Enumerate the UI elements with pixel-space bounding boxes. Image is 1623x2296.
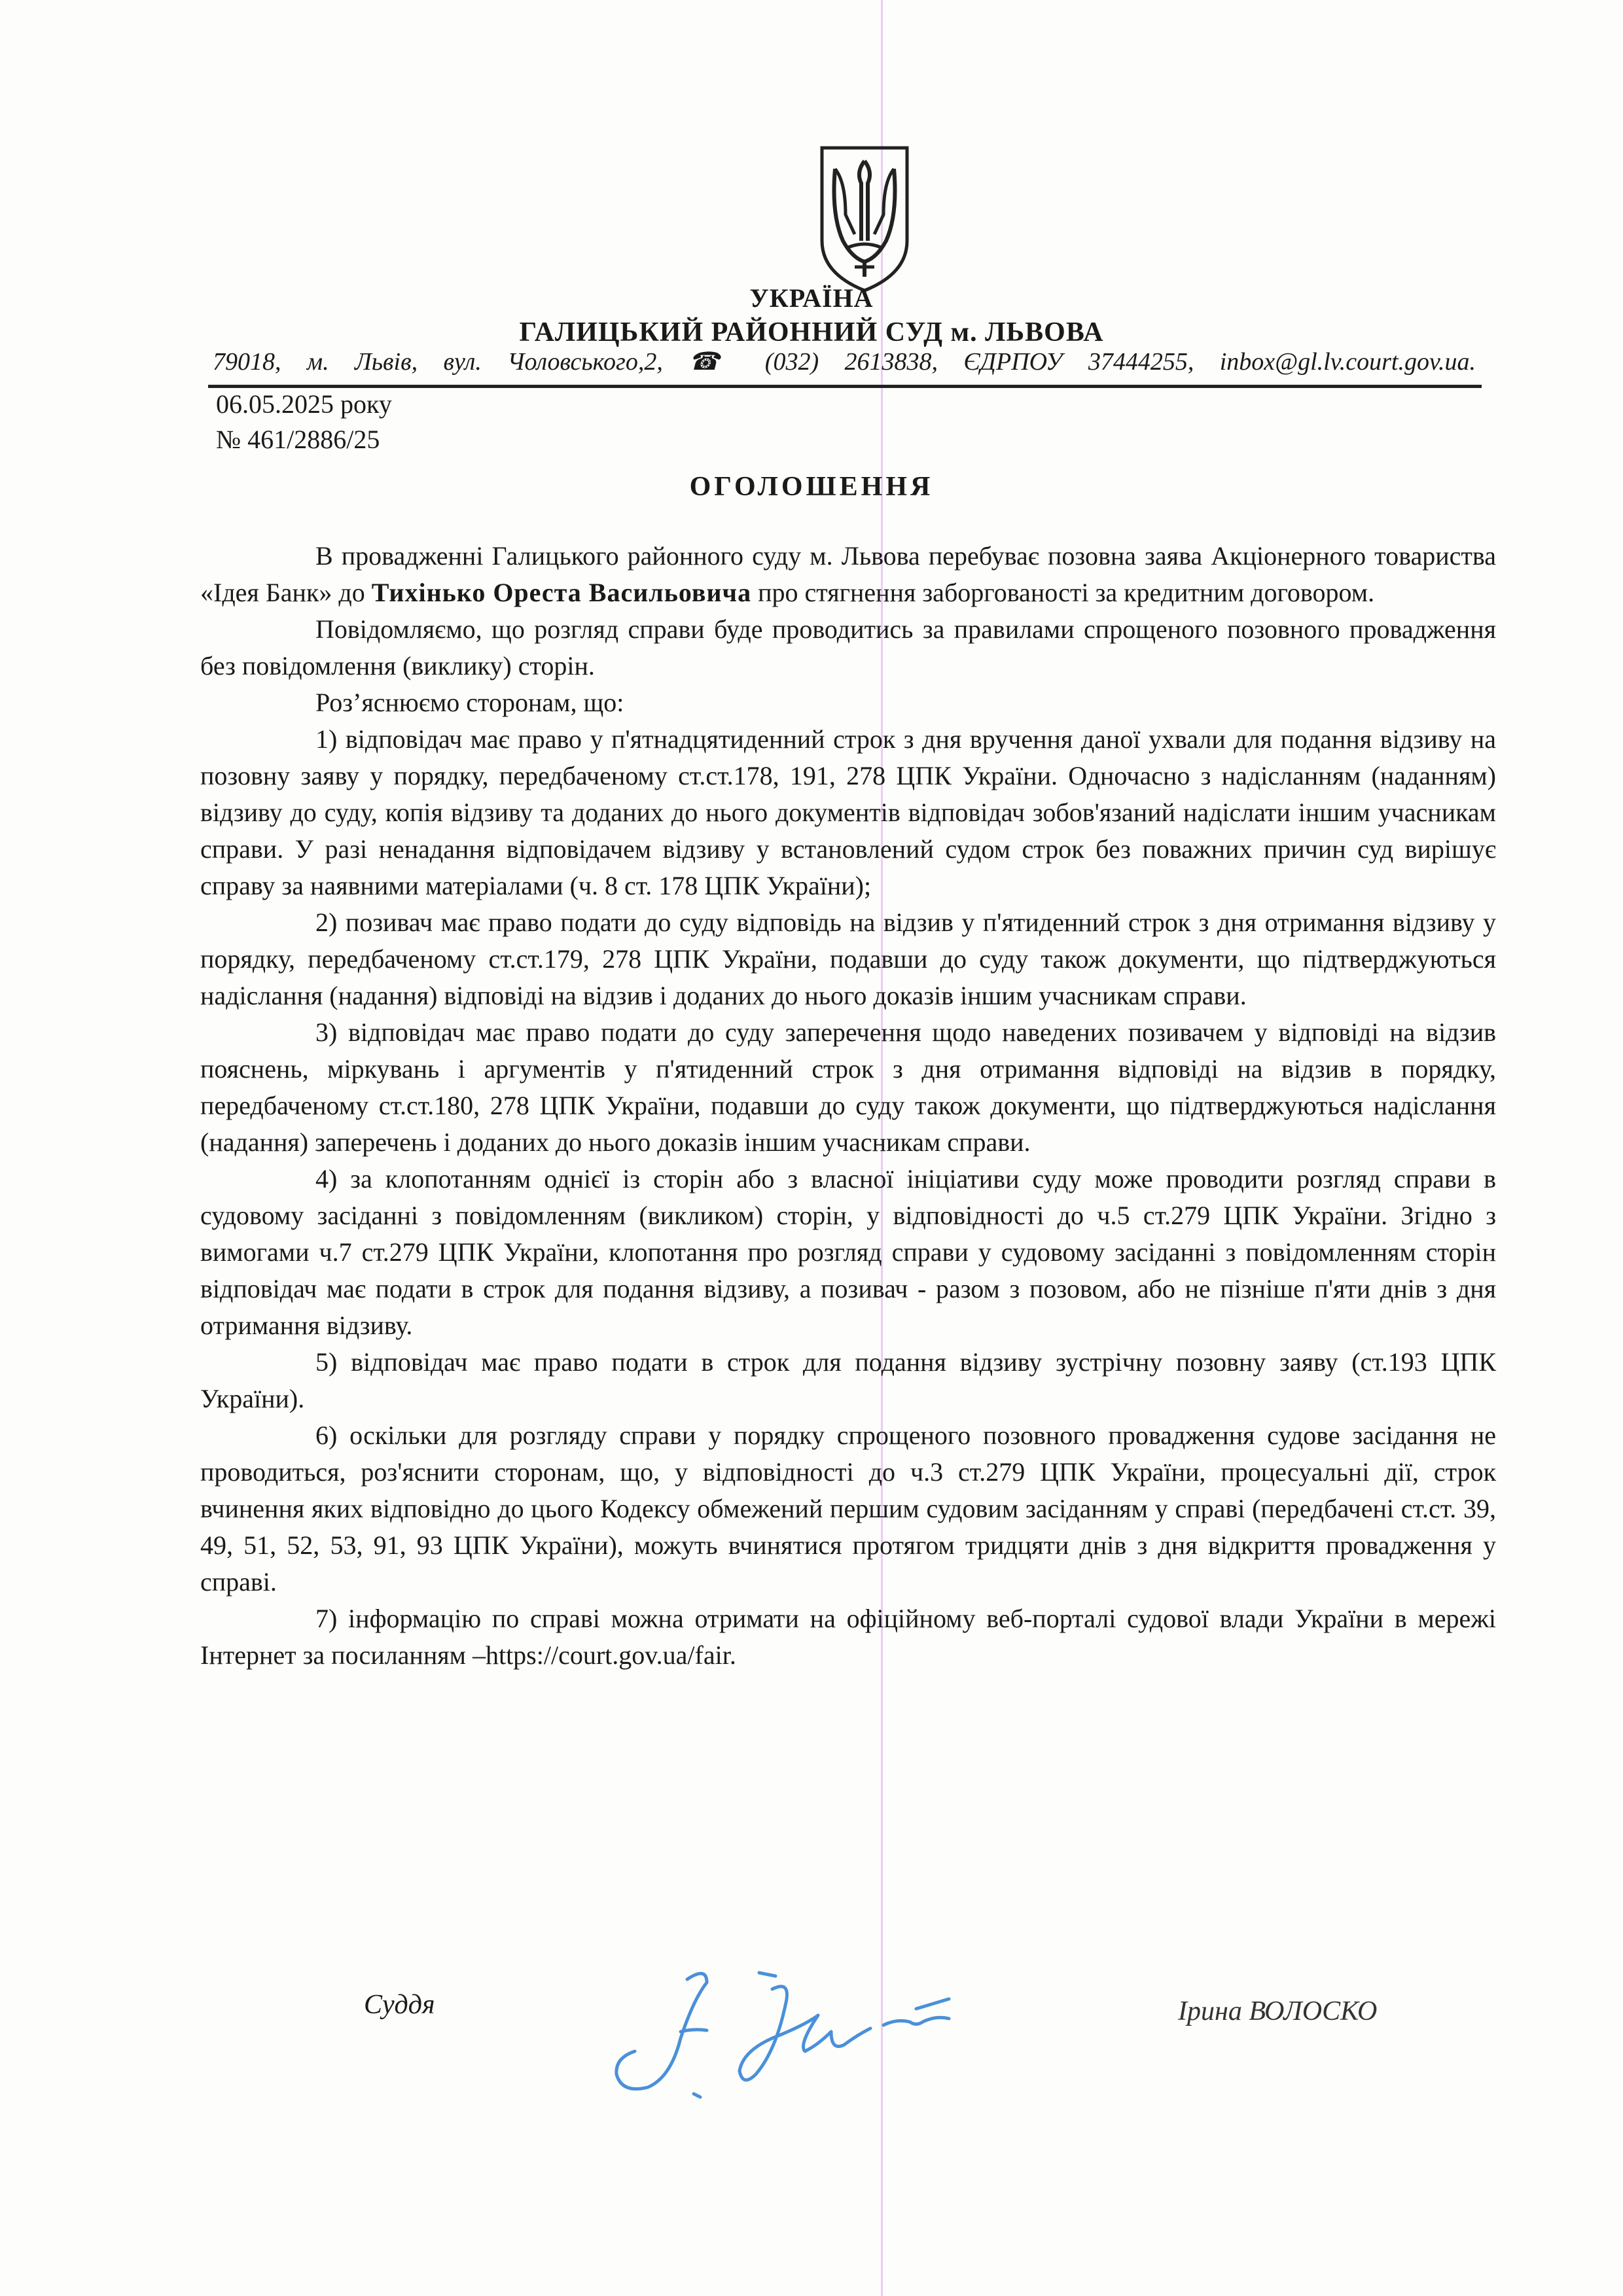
header-contacts: 79018, м. Львів, вул. Чоловського,2, ☎ (032) 2613838, ЄДРПОУ 37444255, inbox@gl.lv.court.gov.ua. — [213, 348, 1476, 376]
list-item: 1) відповідач має право у п'ятнадцятиденний строк з дня вручення даної ухвали для подання відзиву на позовну заяву у порядку, передбаченому ст.ст.178, 191, 278 ЦПК України. Одночасно з надісланням (наданням) відзиву до суду, копія відзиву та доданих до нього документів відповідач зобов'язаний надіслати іншим учасникам справи. У разі ненадання відповідачем відзиву у встановлений судом строк без поважних причин суд вирішує справу за наявними матеріалами (ч. 8 ст. 178 ЦПК України); — [200, 724, 1496, 900]
header-country: УКРАЇНА — [749, 283, 874, 313]
document-number: № 461/2886/25 — [216, 425, 380, 454]
handwritten-signature — [609, 1953, 975, 2104]
list-item: 5) відповідач має право подати в строк для подання відзиву зустрічну позовну заяву (ст.193 ЦПК України). — [200, 1347, 1496, 1413]
document-body — [200, 538, 1496, 1674]
document-title: ОГОЛОШЕННЯ — [689, 472, 934, 502]
signature-label: Суддя — [364, 1990, 435, 2020]
intro-text-start: В провадженні Галицького районного суду м. Львова перебуває позовна заява Акціонерного товариства «Ідея Банк» до — [200, 541, 1496, 607]
list-item: 6) оскільки для розгляду справи у порядку спрощеного позовного провадження судове засідання не проводиться, роз'яснити сторонам, що, у відповідності до ч.3 ст.279 ЦПК України, процесуальні дії, строк вчинення яких відповідно до цього Кодексу обмежений першим судовим засіданням у справі (передбачені ст.ст. 39, 49, 51, 52, 53, 91, 93 ЦПК України), можуть вчинятися протягом тридцяти днів з дня відкриття провадження у справі. — [200, 1421, 1496, 1597]
list-item: 3) відповідач має право подати до суду заперечення щодо наведених позивачем у відповіді на відзив пояснень, міркувань і аргументів у п'ятиденний строк з дня отримання відповіді на відзив в порядку, передбаченому ст.ст.180, 278 ЦПК України, подавши до суду також документи, що підтверджуються надіслання (надання) заперечень і доданих до нього доказів іншим учасникам справи. — [200, 1017, 1496, 1157]
header-divider — [208, 385, 1482, 388]
intro-text-end: про стягнення заборгованості за кредитним договором. — [751, 578, 1375, 607]
defendant-name: Тихінько Ореста Васильовича — [371, 578, 752, 607]
header-court-name: ГАЛИЦЬКИЙ РАЙОННИЙ СУД м. ЛЬВОВА — [519, 317, 1104, 347]
list-item: 4) за клопотанням однієї із сторін або з власної ініціативи суду може проводити розгляд справи в судовому засіданні з повідомленням (викликом) сторін, у відповідності до ч.5 ст.279 ЦПК України. Згідно з вимогами ч.7 ст.279 ЦПК України, клопотання про розгляд справи у судовому засіданні з повідомленням сторін відповідач має подати в строк для подання відзиву, а позивач - разом з позовом, або не пізніше п'яти днів з дня отримання відзиву. — [200, 1164, 1496, 1340]
paragraph-intro — [200, 538, 1496, 611]
paragraph-notice: Повідомляємо, що розгляд справи буде проводитись за правилами спрощеного позовного провадження без повідомлення (виклику) сторін. — [200, 614, 1496, 680]
trident-coat-of-arms-icon — [809, 143, 920, 293]
judge-name: Ірина ВОЛОСКО — [1178, 1996, 1378, 2026]
list-item: 7) інформацію по справі можна отримати на офіційному веб-порталі судової влади України в мережі Інтернет за посиланням –https://court.gov.ua/fair. — [200, 1604, 1496, 1670]
paragraph-explanation-lead: Роз’яснюємо сторонам, що: — [315, 688, 624, 717]
document-date: 06.05.2025 року — [216, 389, 392, 419]
list-item: 2) позивач має право подати до суду відповідь на відзив у п'ятиденний строк з дня отримання відзиву у порядку, передбаченому ст.ст.179, 278 ЦПК України, подавши до суду також документи, що підтверджуються надіслання (надання) відповіді на відзив і доданих до нього доказів іншим учасникам справи. — [200, 908, 1496, 1010]
